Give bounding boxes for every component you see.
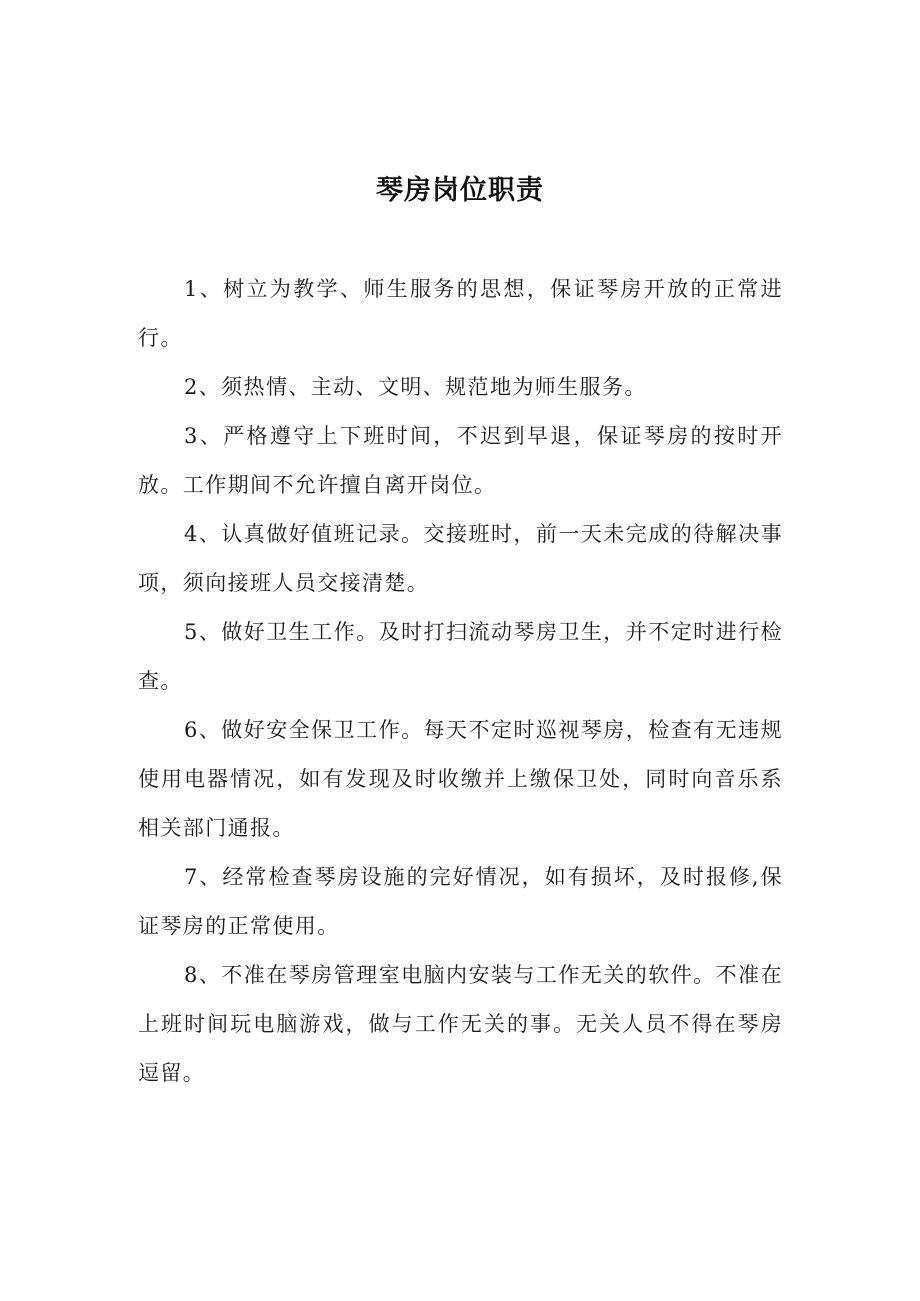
document-title: 琴房岗位职责 <box>376 175 544 206</box>
duty-item-4: 4、认真做好值班记录。交接班时，前一天未完成的待解决事项，须向接班人员交接清楚。 <box>138 522 783 595</box>
duty-item-6: 6、做好安全保卫工作。每天不定时巡视琴房，检查有无违规使用电器情况，如有发现及时收缴并上缴保卫处，同时向音乐系相关部门通报。 <box>138 718 783 840</box>
duty-item-1: 1、树立为教学、师生服务的思想，保证琴房开放的正常进行。 <box>138 277 783 350</box>
duty-item-2: 2、须热情、主动、文明、规范地为师生服务。 <box>184 375 647 399</box>
duty-item-8: 8、不准在琴房管理室电脑内安装与工作无关的软件。不准在上班时间玩电脑游戏，做与工作无关的事。无关人员不得在琴房逗留。 <box>138 963 783 1085</box>
duty-item-7: 7、经常检查琴房设施的完好情况，如有损坏，及时报修,保证琴房的正常使用。 <box>138 865 783 938</box>
duty-item-3: 3、严格遵守上下班时间，不迟到早退，保证琴房的按时开放。工作期间不允许擅自离开岗位。 <box>138 424 783 497</box>
duty-item-5: 5、做好卫生工作。及时打扫流动琴房卫生，并不定时进行检查。 <box>138 620 783 693</box>
document-body <box>138 265 783 1098</box>
